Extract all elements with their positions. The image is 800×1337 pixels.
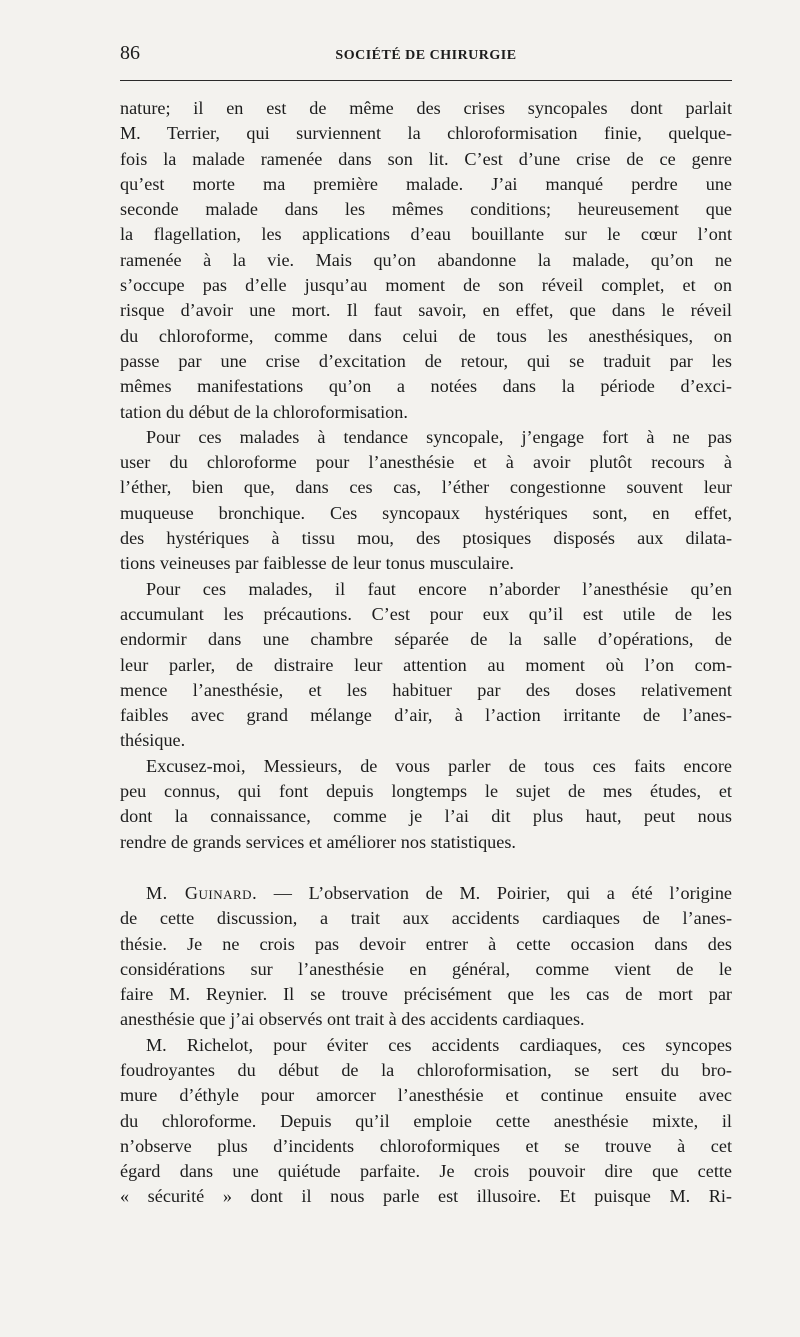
text-line: qu’est morte ma première malade. J’ai manqué perdre une	[120, 173, 732, 194]
speaker-name: M. Guinard.	[146, 882, 258, 903]
text-line: risque d’avoir une mort. Il faut savoir, en effet, que dans le réveil	[120, 300, 732, 321]
text-line: anesthésie que j’ai observés ont trait à des accidents cardiaques.	[120, 1009, 585, 1030]
body-text	[120, 96, 732, 1210]
text-line: Excusez-moi, Messieurs, de vous parler de tous ces faits encore	[146, 755, 732, 776]
text-line: du chloroforme. Depuis qu’il emploie cette anesthésie mixte, il	[120, 1110, 732, 1131]
text-line: n’observe plus d’incidents chloroformiques et se trouve à cet	[120, 1135, 732, 1156]
text-line: accumulant les précautions. C’est pour eux qu’il est utile de les	[120, 603, 732, 624]
text-line: du chloroforme, comme dans celui de tous les anesthésiques, on	[120, 325, 732, 346]
text-line: tions veineuses par faiblesse de leur tonus musculaire.	[120, 553, 514, 574]
paragraph-gap	[120, 855, 732, 881]
text-line: Pour ces malades à tendance syncopale, j’engage fort à ne pas	[146, 426, 732, 447]
text-line: thésique.	[120, 730, 186, 751]
text-line: muqueuse bronchique. Ces syncopaux hystériques sont, en effet,	[120, 502, 732, 523]
text-line: mêmes manifestations qu’on a notées dans la période d’exci-	[120, 376, 732, 397]
text-line: user du chloroforme pour l’anesthésie et à avoir plutôt recours à	[120, 452, 732, 473]
text-line: passe par une crise d’excitation de retour, qui se traduit par les	[120, 350, 732, 371]
text-line: endormir dans une chambre séparée de la salle d’opérations, de	[120, 629, 732, 650]
text-line: leur parler, de distraire leur attention au moment où l’on com-	[120, 654, 732, 675]
text-line: rendre de grands services et améliorer nos statistiques.	[120, 831, 516, 852]
text-line: thésie. Je ne crois pas devoir entrer à cette occasion dans des	[120, 933, 732, 954]
text-line: faire M. Reynier. Il se trouve précisément que les cas de mort par	[120, 984, 732, 1005]
text-line: considérations sur l’anesthésie en général, comme vient de le	[120, 958, 732, 979]
speaker-line	[120, 881, 732, 906]
text-line: M. Terrier, qui surviennent la chloroformisation finie, quelque-	[120, 123, 732, 144]
text-line: M. Richelot, pour éviter ces accidents cardiaques, ces syncopes	[146, 1034, 732, 1055]
text-line: égard dans une quiétude parfaite. Je crois pouvoir dire que cette	[120, 1161, 732, 1182]
text-line: faibles avec grand mélange d’air, à l’action irritante de l’anes-	[120, 705, 732, 726]
text-line: fois la malade ramenée dans son lit. C’est d’une crise de ce genre	[120, 148, 732, 169]
page-number: 86	[120, 42, 140, 64]
text-line: la flagellation, les applications d’eau bouillante sur le cœur l’ont	[120, 224, 732, 245]
text-line: s’occupe pas d’elle jusqu’au moment de son réveil complet, et on	[120, 275, 732, 296]
text-line: tation du début de la chloroformisation.	[120, 401, 408, 422]
text-line: ramenée à la vie. Mais qu’on abandonne la malade, qu’on ne	[120, 249, 732, 270]
text-line: Pour ces malades, il faut encore n’aborder l’anesthésie qu’en	[146, 578, 732, 599]
text-line: mure d’éthyle pour amorcer l’anesthésie et continue ensuite avec	[120, 1085, 732, 1106]
text-line: seconde malade dans les mêmes conditions; heureusement que	[120, 199, 732, 220]
speaker-text: — L’observation de M. Poirier, qui a été l’origine	[257, 882, 732, 903]
text-line: l’éther, bien que, dans ces cas, l’éther congestionne souvent leur	[120, 477, 732, 498]
text-line: nature; il en est de même des crises syncopales dont parlait	[120, 98, 732, 118]
running-title: SOCIÉTÉ DE CHIRURGIE	[335, 48, 517, 63]
page-header	[120, 36, 732, 81]
text-line: peu connus, qui font depuis longtemps le sujet de mes études, et	[120, 781, 732, 802]
text-line: « sécurité » dont il nous parle est illusoire. Et puisque M. Ri-	[120, 1186, 732, 1207]
text-line: des hystériques à tissu mou, des ptosiques disposés aux dilata-	[120, 528, 732, 549]
text-line: mence l’anesthésie, et les habituer par des doses relativement	[120, 679, 732, 700]
text-line: de cette discussion, a trait aux accidents cardiaques de l’anes-	[120, 908, 732, 929]
text-line: dont la connaissance, comme je l’ai dit plus haut, peut nous	[120, 806, 732, 827]
text-line: foudroyantes du début de la chloroformisation, se sert du bro-	[120, 1059, 732, 1080]
